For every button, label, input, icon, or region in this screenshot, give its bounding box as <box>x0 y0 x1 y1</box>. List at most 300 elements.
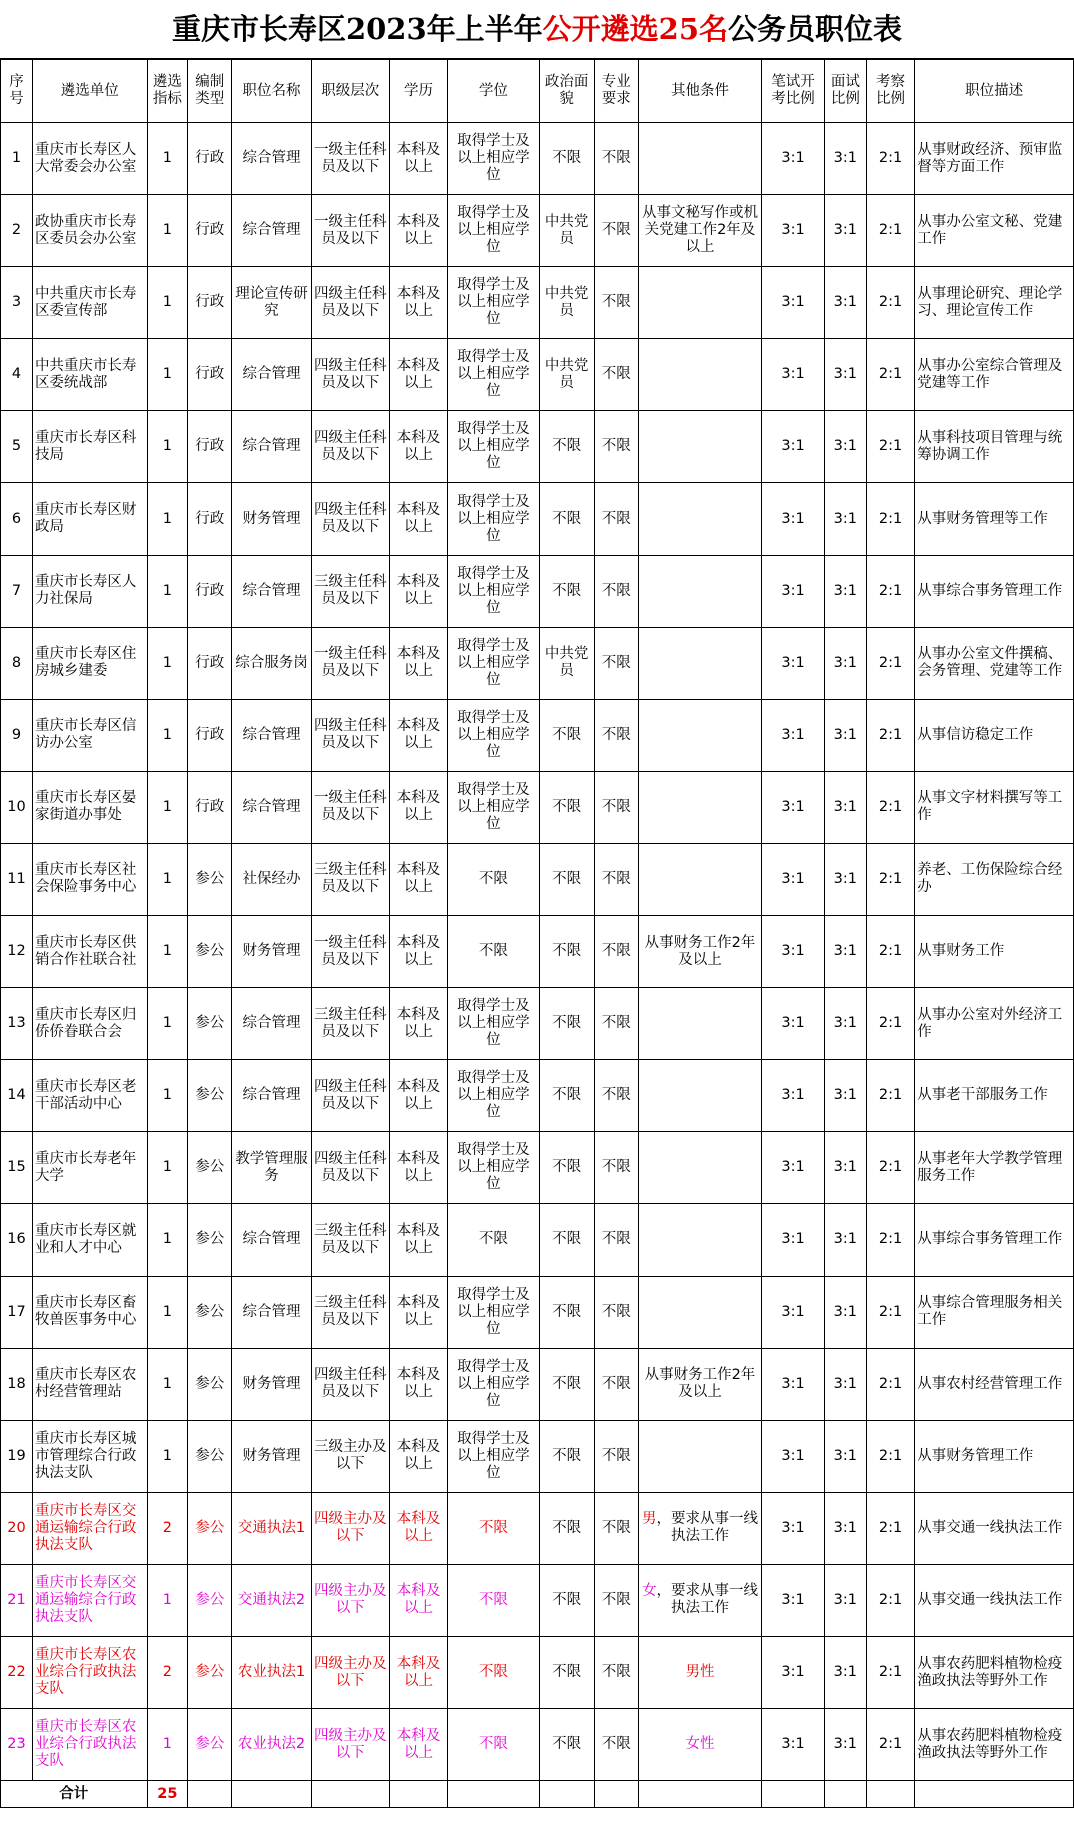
cell-interview-ratio: 3:1 <box>824 1348 866 1420</box>
cell-type: 参公 <box>188 1348 232 1420</box>
cell-position: 交通执法1 <box>232 1492 311 1564</box>
cell-inspect-ratio: 2:1 <box>866 1564 914 1636</box>
cell-interview-ratio: 3:1 <box>824 267 866 339</box>
cell-written-ratio: 3:1 <box>762 1348 825 1420</box>
cell-type: 行政 <box>188 771 232 843</box>
cell-position: 交通执法2 <box>232 1564 311 1636</box>
cell-degree: 不限 <box>448 1492 539 1564</box>
cell-quota: 1 <box>147 1060 188 1132</box>
cell-rank: 一级主任科员及以下 <box>311 195 389 267</box>
cell-rank: 三级主任科员及以下 <box>311 1204 389 1276</box>
cell-position: 综合服务岗 <box>232 627 311 699</box>
cell-major: 不限 <box>594 627 638 699</box>
cell-quota: 1 <box>147 1348 188 1420</box>
cell-degree: 不限 <box>448 1636 539 1708</box>
cell-major: 不限 <box>594 1132 638 1204</box>
cell-rank: 一级主任科员及以下 <box>311 771 389 843</box>
cell-interview-ratio: 3:1 <box>824 699 866 771</box>
cell-interview-ratio: 3:1 <box>824 1564 866 1636</box>
cell-interview-ratio: 3:1 <box>824 1132 866 1204</box>
cell-rank: 四级主任科员及以下 <box>311 483 389 555</box>
cell-unit: 重庆市长寿区归侨侨眷联合会 <box>32 988 147 1060</box>
cell-type: 行政 <box>188 627 232 699</box>
cell-unit: 重庆市长寿区交通运输综合行政执法支队 <box>32 1492 147 1564</box>
cell-political: 不限 <box>539 988 594 1060</box>
cell-description: 从事交通一线执法工作 <box>915 1564 1074 1636</box>
cell-no: 23 <box>1 1709 33 1781</box>
cell-degree: 不限 <box>448 1564 539 1636</box>
cell-interview-ratio: 3:1 <box>824 1204 866 1276</box>
cell-major: 不限 <box>594 123 638 195</box>
cell-political: 不限 <box>539 1709 594 1781</box>
cell-other <box>638 123 761 195</box>
cell-political: 不限 <box>539 699 594 771</box>
cell-inspect-ratio: 2:1 <box>866 916 914 988</box>
cell-interview-ratio: 3:1 <box>824 123 866 195</box>
cell-no: 16 <box>1 1204 33 1276</box>
header-description: 职位描述 <box>915 60 1074 123</box>
cell-degree: 取得学士及以上相应学位 <box>448 627 539 699</box>
title-part-2: 公开遴选25名 <box>542 12 729 46</box>
cell-rank: 四级主办及以下 <box>311 1564 389 1636</box>
cell-political: 不限 <box>539 123 594 195</box>
cell-rank: 四级主办及以下 <box>311 1709 389 1781</box>
cell-rank: 四级主任科员及以下 <box>311 339 389 411</box>
cell-no: 2 <box>1 195 33 267</box>
cell-quota: 1 <box>147 1564 188 1636</box>
cell-education: 本科及以上 <box>389 1276 447 1348</box>
header-interview-ratio: 面试比例 <box>824 60 866 123</box>
cell-type: 参公 <box>188 1492 232 1564</box>
cell-no: 19 <box>1 1420 33 1492</box>
cell-degree: 取得学士及以上相应学位 <box>448 555 539 627</box>
cell-rank: 三级主办及以下 <box>311 1420 389 1492</box>
cell-degree: 取得学士及以上相应学位 <box>448 1420 539 1492</box>
cell-unit: 中共重庆市长寿区委宣传部 <box>32 267 147 339</box>
cell-political: 中共党员 <box>539 627 594 699</box>
cell-major: 不限 <box>594 1636 638 1708</box>
cell-written-ratio: 3:1 <box>762 1060 825 1132</box>
cell-degree: 取得学士及以上相应学位 <box>448 1060 539 1132</box>
cell-type: 参公 <box>188 916 232 988</box>
cell-political: 不限 <box>539 1132 594 1204</box>
cell-inspect-ratio: 2:1 <box>866 1348 914 1420</box>
cell-education: 本科及以上 <box>389 699 447 771</box>
cell-inspect-ratio: 2:1 <box>866 1709 914 1781</box>
cell-position: 农业执法2 <box>232 1709 311 1781</box>
cell-position: 教学管理服务 <box>232 1132 311 1204</box>
cell-unit: 重庆市长寿区人大常委会办公室 <box>32 123 147 195</box>
cell-education: 本科及以上 <box>389 1420 447 1492</box>
cell-other <box>638 555 761 627</box>
cell-description: 从事财务管理工作 <box>915 1420 1074 1492</box>
cell-education: 本科及以上 <box>389 1709 447 1781</box>
cell-interview-ratio: 3:1 <box>824 627 866 699</box>
cell-quota: 1 <box>147 843 188 915</box>
cell-no: 18 <box>1 1348 33 1420</box>
cell-interview-ratio: 3:1 <box>824 1492 866 1564</box>
gender-requirement: 男性 <box>685 1664 715 1681</box>
cell-written-ratio: 3:1 <box>762 1709 825 1781</box>
other-condition-text: 从事财务工作2年及以上 <box>644 934 756 968</box>
cell-description: 从事理论研究、理论学习、理论宣传工作 <box>915 267 1074 339</box>
cell-type: 参公 <box>188 1204 232 1276</box>
cell-description: 从事办公室文秘、党建工作 <box>915 195 1074 267</box>
table-row <box>1 123 1074 195</box>
cell-degree: 取得学士及以上相应学位 <box>448 771 539 843</box>
cell-degree: 取得学士及以上相应学位 <box>448 1132 539 1204</box>
cell-education: 本科及以上 <box>389 1348 447 1420</box>
cell-unit: 重庆市长寿区畜牧兽医事务中心 <box>32 1276 147 1348</box>
cell-unit: 重庆市长寿区科技局 <box>32 411 147 483</box>
cell-unit: 重庆市长寿区城市管理综合行政执法支队 <box>32 1420 147 1492</box>
cell-interview-ratio: 3:1 <box>824 771 866 843</box>
cell-type: 参公 <box>188 1132 232 1204</box>
cell-interview-ratio: 3:1 <box>824 916 866 988</box>
cell-major: 不限 <box>594 699 638 771</box>
cell-rank: 一级主任科员及以下 <box>311 627 389 699</box>
cell-position: 综合管理 <box>232 988 311 1060</box>
cell-inspect-ratio: 2:1 <box>866 988 914 1060</box>
cell-description: 从事财务工作 <box>915 916 1074 988</box>
cell-position: 财务管理 <box>232 483 311 555</box>
cell-other <box>638 988 761 1060</box>
cell-description: 从事综合事务管理工作 <box>915 1204 1074 1276</box>
table-row <box>1 1060 1074 1132</box>
other-condition-text: 从事文秘写作或机关党建工作2年及以上 <box>641 205 758 256</box>
header-degree: 学位 <box>448 60 539 123</box>
table-row <box>1 1492 1074 1564</box>
cell-education: 本科及以上 <box>389 555 447 627</box>
cell-degree: 取得学士及以上相应学位 <box>448 988 539 1060</box>
cell-education: 本科及以上 <box>389 843 447 915</box>
header-education: 学历 <box>389 60 447 123</box>
cell-written-ratio: 3:1 <box>762 988 825 1060</box>
cell-no: 6 <box>1 483 33 555</box>
cell-no: 3 <box>1 267 33 339</box>
cell-interview-ratio: 3:1 <box>824 411 866 483</box>
cell-interview-ratio: 3:1 <box>824 988 866 1060</box>
cell-quota: 1 <box>147 339 188 411</box>
cell-type: 行政 <box>188 483 232 555</box>
cell-major: 不限 <box>594 1709 638 1781</box>
cell-other <box>638 1132 761 1204</box>
cell-inspect-ratio: 2:1 <box>866 267 914 339</box>
cell-other <box>638 1564 761 1636</box>
cell-rank: 四级主任科员及以下 <box>311 1060 389 1132</box>
cell-major: 不限 <box>594 1276 638 1348</box>
cell-degree: 取得学士及以上相应学位 <box>448 411 539 483</box>
cell-political: 不限 <box>539 1204 594 1276</box>
cell-unit: 重庆市长寿区晏家街道办事处 <box>32 771 147 843</box>
cell-political: 不限 <box>539 916 594 988</box>
cell-written-ratio: 3:1 <box>762 1564 825 1636</box>
cell-inspect-ratio: 2:1 <box>866 339 914 411</box>
cell-other <box>638 771 761 843</box>
table-row <box>1 1636 1074 1708</box>
cell-no: 1 <box>1 123 33 195</box>
cell-other <box>638 1348 761 1420</box>
cell-political: 不限 <box>539 843 594 915</box>
cell-type: 行政 <box>188 339 232 411</box>
table-row <box>1 771 1074 843</box>
table-row <box>1 699 1074 771</box>
cell-rank: 四级主办及以下 <box>311 1636 389 1708</box>
cell-type: 参公 <box>188 1276 232 1348</box>
cell-other <box>638 1204 761 1276</box>
cell-rank: 三级主任科员及以下 <box>311 1276 389 1348</box>
cell-quota: 2 <box>147 1492 188 1564</box>
cell-unit: 重庆市长寿区人力社保局 <box>32 555 147 627</box>
table-row <box>1 1276 1074 1348</box>
cell-type: 行政 <box>188 267 232 339</box>
cell-written-ratio: 3:1 <box>762 1132 825 1204</box>
cell-education: 本科及以上 <box>389 267 447 339</box>
cell-no: 20 <box>1 1492 33 1564</box>
cell-quota: 1 <box>147 483 188 555</box>
cell-other <box>638 1276 761 1348</box>
cell-quota: 1 <box>147 195 188 267</box>
cell-degree: 取得学士及以上相应学位 <box>448 483 539 555</box>
table-row <box>1 1564 1074 1636</box>
cell-political: 不限 <box>539 1348 594 1420</box>
cell-major: 不限 <box>594 988 638 1060</box>
cell-description: 从事信访稳定工作 <box>915 699 1074 771</box>
cell-rank: 四级主任科员及以下 <box>311 699 389 771</box>
other-condition-text: 从事财务工作2年及以上 <box>644 1367 756 1401</box>
cell-quota: 1 <box>147 123 188 195</box>
cell-major: 不限 <box>594 1420 638 1492</box>
cell-political: 不限 <box>539 1636 594 1708</box>
cell-inspect-ratio: 2:1 <box>866 843 914 915</box>
cell-unit: 重庆市长寿区农业综合行政执法支队 <box>32 1636 147 1708</box>
cell-major: 不限 <box>594 916 638 988</box>
header-political: 政治面貌 <box>539 60 594 123</box>
cell-degree: 取得学士及以上相应学位 <box>448 195 539 267</box>
cell-degree: 不限 <box>448 843 539 915</box>
cell-inspect-ratio: 2:1 <box>866 1132 914 1204</box>
cell-interview-ratio: 3:1 <box>824 555 866 627</box>
cell-type: 参公 <box>188 1709 232 1781</box>
cell-written-ratio: 3:1 <box>762 771 825 843</box>
cell-quota: 1 <box>147 555 188 627</box>
header-inspect-ratio: 考察比例 <box>866 60 914 123</box>
cell-quota: 1 <box>147 988 188 1060</box>
cell-major: 不限 <box>594 771 638 843</box>
cell-major: 不限 <box>594 339 638 411</box>
table-row <box>1 988 1074 1060</box>
cell-political: 中共党员 <box>539 195 594 267</box>
cell-interview-ratio: 3:1 <box>824 483 866 555</box>
cell-unit: 重庆市长寿区就业和人才中心 <box>32 1204 147 1276</box>
cell-education: 本科及以上 <box>389 1060 447 1132</box>
cell-no: 8 <box>1 627 33 699</box>
cell-political: 不限 <box>539 771 594 843</box>
cell-position: 综合管理 <box>232 555 311 627</box>
cell-political: 中共党员 <box>539 339 594 411</box>
cell-no: 5 <box>1 411 33 483</box>
cell-degree: 取得学士及以上相应学位 <box>448 123 539 195</box>
cell-position: 财务管理 <box>232 916 311 988</box>
table-row <box>1 627 1074 699</box>
cell-position: 农业执法1 <box>232 1636 311 1708</box>
cell-inspect-ratio: 2:1 <box>866 1420 914 1492</box>
cell-position: 综合管理 <box>232 1276 311 1348</box>
cell-quota: 1 <box>147 1420 188 1492</box>
cell-education: 本科及以上 <box>389 1636 447 1708</box>
title-part-1: 重庆市长寿区2023年上半年 <box>171 12 543 46</box>
table-row <box>1 1204 1074 1276</box>
cell-description: 从事交通一线执法工作 <box>915 1492 1074 1564</box>
total-value: 25 <box>147 1781 188 1808</box>
cell-no: 21 <box>1 1564 33 1636</box>
cell-type: 行政 <box>188 123 232 195</box>
cell-inspect-ratio: 2:1 <box>866 411 914 483</box>
cell-political: 不限 <box>539 411 594 483</box>
cell-written-ratio: 3:1 <box>762 1204 825 1276</box>
cell-education: 本科及以上 <box>389 411 447 483</box>
table-header-row <box>1 60 1074 123</box>
cell-written-ratio: 3:1 <box>762 339 825 411</box>
cell-rank: 四级主任科员及以下 <box>311 1348 389 1420</box>
cell-written-ratio: 3:1 <box>762 843 825 915</box>
cell-written-ratio: 3:1 <box>762 1636 825 1708</box>
cell-description: 从事财务管理等工作 <box>915 483 1074 555</box>
gender-requirement: 女性 <box>685 1736 715 1753</box>
page-title <box>0 0 1074 59</box>
cell-degree: 不限 <box>448 916 539 988</box>
cell-unit: 重庆市长寿老年大学 <box>32 1132 147 1204</box>
cell-rank: 四级主办及以下 <box>311 1492 389 1564</box>
cell-no: 11 <box>1 843 33 915</box>
cell-other <box>638 1492 761 1564</box>
cell-political: 不限 <box>539 1060 594 1132</box>
cell-other <box>638 916 761 988</box>
cell-written-ratio: 3:1 <box>762 1420 825 1492</box>
cell-position: 财务管理 <box>232 1348 311 1420</box>
cell-rank: 三级主任科员及以下 <box>311 988 389 1060</box>
cell-interview-ratio: 3:1 <box>824 1420 866 1492</box>
cell-quota: 1 <box>147 699 188 771</box>
cell-political: 不限 <box>539 555 594 627</box>
cell-quota: 2 <box>147 1636 188 1708</box>
cell-no: 4 <box>1 339 33 411</box>
cell-other <box>638 627 761 699</box>
cell-major: 不限 <box>594 1204 638 1276</box>
cell-major: 不限 <box>594 267 638 339</box>
cell-unit: 重庆市长寿区社会保险事务中心 <box>32 843 147 915</box>
cell-major: 不限 <box>594 843 638 915</box>
cell-other <box>638 483 761 555</box>
cell-unit: 重庆市长寿区财政局 <box>32 483 147 555</box>
cell-political: 不限 <box>539 1276 594 1348</box>
cell-position: 综合管理 <box>232 123 311 195</box>
cell-no: 22 <box>1 1636 33 1708</box>
cell-education: 本科及以上 <box>389 123 447 195</box>
cell-position: 财务管理 <box>232 1420 311 1492</box>
cell-unit: 重庆市长寿区农村经营管理站 <box>32 1348 147 1420</box>
cell-position: 社保经办 <box>232 843 311 915</box>
title-part-3: 公务员职位表 <box>728 12 903 46</box>
cell-major: 不限 <box>594 483 638 555</box>
cell-rank: 三级主任科员及以下 <box>311 555 389 627</box>
cell-no: 17 <box>1 1276 33 1348</box>
cell-other <box>638 267 761 339</box>
cell-interview-ratio: 3:1 <box>824 1276 866 1348</box>
cell-quota: 1 <box>147 267 188 339</box>
cell-rank: 三级主任科员及以下 <box>311 843 389 915</box>
cell-major: 不限 <box>594 411 638 483</box>
table-row <box>1 916 1074 988</box>
cell-degree: 取得学士及以上相应学位 <box>448 339 539 411</box>
cell-education: 本科及以上 <box>389 1204 447 1276</box>
cell-quota: 1 <box>147 771 188 843</box>
table-row <box>1 1420 1074 1492</box>
cell-written-ratio: 3:1 <box>762 916 825 988</box>
cell-unit: 中共重庆市长寿区委统战部 <box>32 339 147 411</box>
cell-description: 从事财政经济、预审监督等方面工作 <box>915 123 1074 195</box>
cell-position: 综合管理 <box>232 699 311 771</box>
cell-position: 综合管理 <box>232 195 311 267</box>
cell-written-ratio: 3:1 <box>762 483 825 555</box>
cell-position: 综合管理 <box>232 771 311 843</box>
cell-education: 本科及以上 <box>389 195 447 267</box>
cell-major: 不限 <box>594 555 638 627</box>
table-row <box>1 267 1074 339</box>
table-row <box>1 843 1074 915</box>
cell-unit: 重庆市长寿区供销合作社联合社 <box>32 916 147 988</box>
header-position: 职位名称 <box>232 60 311 123</box>
cell-education: 本科及以上 <box>389 1492 447 1564</box>
cell-type: 参公 <box>188 1636 232 1708</box>
cell-description: 从事办公室对外经济工作 <box>915 988 1074 1060</box>
positions-table <box>0 59 1074 1808</box>
table-row <box>1 555 1074 627</box>
cell-major: 不限 <box>594 195 638 267</box>
cell-major: 不限 <box>594 1060 638 1132</box>
cell-no: 9 <box>1 699 33 771</box>
cell-unit: 重庆市长寿区农业综合行政执法支队 <box>32 1709 147 1781</box>
cell-no: 10 <box>1 771 33 843</box>
cell-no: 13 <box>1 988 33 1060</box>
cell-inspect-ratio: 2:1 <box>866 1276 914 1348</box>
cell-written-ratio: 3:1 <box>762 555 825 627</box>
total-row <box>1 1781 1074 1808</box>
cell-interview-ratio: 3:1 <box>824 1709 866 1781</box>
cell-written-ratio: 3:1 <box>762 627 825 699</box>
cell-quota: 1 <box>147 627 188 699</box>
header-quota: 遴选指标 <box>147 60 188 123</box>
header-written-ratio: 笔试开考比例 <box>762 60 825 123</box>
cell-type: 行政 <box>188 411 232 483</box>
cell-unit: 政协重庆市长寿区委员会办公室 <box>32 195 147 267</box>
cell-description: 从事办公室综合管理及党建等工作 <box>915 339 1074 411</box>
cell-degree: 取得学士及以上相应学位 <box>448 1348 539 1420</box>
cell-type: 参公 <box>188 1060 232 1132</box>
cell-political: 不限 <box>539 1564 594 1636</box>
cell-unit: 重庆市长寿区老干部活动中心 <box>32 1060 147 1132</box>
cell-other <box>638 1636 761 1708</box>
cell-political: 不限 <box>539 483 594 555</box>
cell-education: 本科及以上 <box>389 627 447 699</box>
cell-interview-ratio: 3:1 <box>824 195 866 267</box>
cell-position: 理论宣传研究 <box>232 267 311 339</box>
cell-major: 不限 <box>594 1564 638 1636</box>
cell-description: 从事农药肥料植物检疫渔政执法等野外工作 <box>915 1709 1074 1781</box>
cell-description: 从事农药肥料植物检疫渔政执法等野外工作 <box>915 1636 1074 1708</box>
cell-written-ratio: 3:1 <box>762 267 825 339</box>
cell-interview-ratio: 3:1 <box>824 339 866 411</box>
